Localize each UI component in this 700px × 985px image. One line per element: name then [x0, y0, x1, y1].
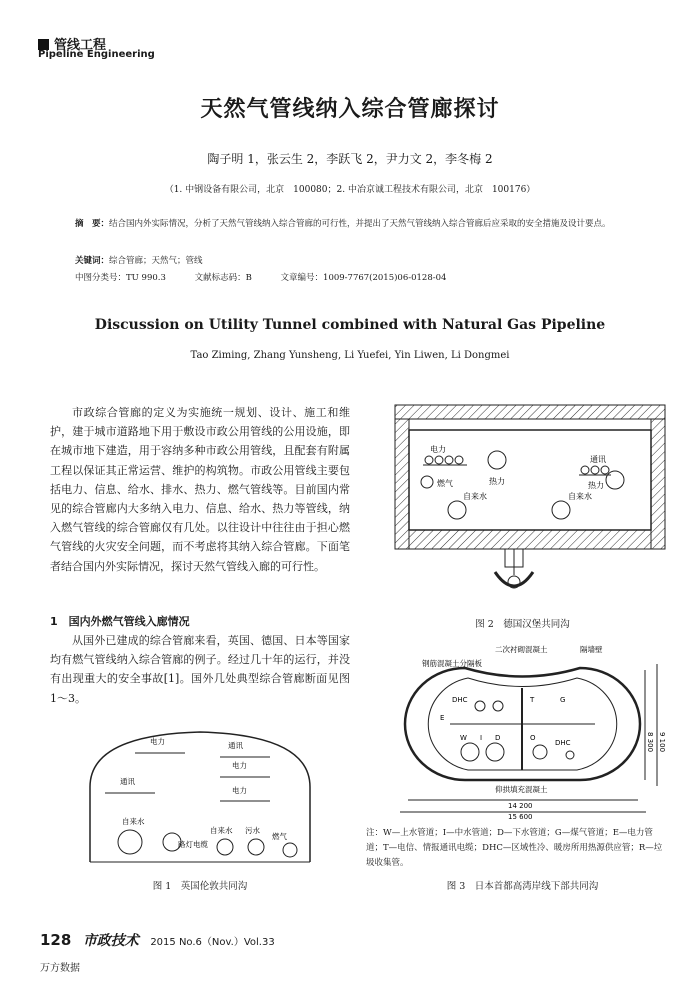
- paper-title-zh: 天然气管线纳入综合管廊探讨: [200, 97, 500, 122]
- page-footer: [40, 930, 275, 950]
- fig1-label-tongxun-1: 通讯: [228, 741, 243, 750]
- fig3-height-inner: 8 300: [646, 732, 654, 753]
- fig1-label-tongxun-2: 通讯: [120, 777, 135, 786]
- fig3-letter-E: E: [440, 714, 445, 722]
- classification-line: [75, 271, 635, 286]
- article-number: 文章编号：1009-7767(2015)06-0128-04: [280, 273, 447, 283]
- fig2-label-zilaishui-1: 自来水: [463, 492, 487, 501]
- section-1-heading: 1 国内外燃气管线入廊情况: [50, 615, 190, 628]
- fig3-letter-R1: DHC: [452, 696, 468, 704]
- figure-3-note: 注：W—上水管道；I—中水管道；D—下水管道；G—煤气管道；E—电力管道；T—电信、情报通讯电缆；DHC—区域性冷、暖房所用热源供应管；R—垃圾收集管。: [366, 828, 663, 868]
- page-number: 128: [40, 931, 72, 949]
- figure-2-diagram: [385, 400, 675, 610]
- fig2-label-ranqi: 燃气: [437, 479, 453, 488]
- fig1-label-wushui: 污水: [245, 826, 260, 835]
- fig2-label-dianli: 电力: [430, 445, 446, 454]
- fig3-letter-O: O: [530, 734, 536, 742]
- fig3-label-secondary-concrete: 二次衬砌混凝土: [495, 645, 548, 654]
- journal-section-header-en: Pipeline Engineering: [38, 49, 155, 60]
- fig3-height-outer: 9 100: [658, 732, 666, 753]
- issue-info: 2015 No.6（Nov.）Vol.33: [150, 937, 275, 948]
- fig2-label-reli-2: 热力: [588, 481, 604, 490]
- authors-en: Tao Ziming, Zhang Yunsheng, Li Yuefei, Yin Liwen, Li Dongmei: [190, 350, 510, 361]
- authors-zh: 陶子明 1，张云生 2，李跃飞 2，尹力文 2，李冬梅 2: [207, 152, 493, 166]
- fig3-width-inner: 14 200: [508, 802, 533, 810]
- fig3-letter-T: T: [530, 696, 535, 704]
- figure-1-diagram: [80, 727, 320, 867]
- fig1-label-dianli-2: 电力: [232, 761, 247, 770]
- paper-title-en: Discussion on Utility Tunnel combined with Natural Gas Pipeline: [94, 317, 606, 333]
- fig3-letter-G: G: [560, 696, 566, 704]
- fig1-label-zilaishui-1: 自来水: [122, 817, 145, 826]
- keywords: [75, 254, 635, 269]
- abstract-label: 摘 要：: [75, 219, 110, 229]
- document-code: 文献标志码：B: [194, 273, 252, 283]
- fig3-label-partition: 隔墙壁: [580, 645, 603, 654]
- fig1-label-ranqi: 燃气: [272, 832, 287, 841]
- keywords-label: 关键词：: [75, 256, 110, 266]
- fig2-label-zilaishui-2: 自来水: [568, 492, 592, 501]
- clc-number: 中图分类号：TU 990.3: [75, 273, 166, 283]
- fig1-label-dianli-1: 电力: [150, 737, 165, 746]
- fig3-letter-W: W: [460, 734, 467, 742]
- fig1-label-dianli-3: 电力: [232, 786, 247, 795]
- figure-2-caption: 图 2 德国汉堡共同沟: [475, 619, 570, 630]
- header-zh-text: 管线工程: [54, 38, 107, 53]
- fig1-label-ludeng: 路灯电缆: [178, 840, 208, 849]
- abstract-text: 结合国内外实际情况，分析了天然气管线纳入综合管廊的可行性，并提出了天然气管线纳入综合管廊后应采取的安全措施及设计要点。: [109, 219, 611, 229]
- fig1-label-zilaishui-2: 自来水: [210, 826, 233, 835]
- figure-3-diagram: [380, 640, 670, 820]
- fig2-label-tongxun: 通讯: [590, 455, 606, 464]
- section-1-paragraph: 从国外已建成的综合管廊来看，英国、德国、日本等国家均有燃气管线纳入综合管廊的例子。经过几十年的运行，并没有出现重大的安全事故[1]。国外几处典型综合管廊断面见图 1～3。: [50, 634, 350, 705]
- fig3-letter-I: I: [480, 734, 483, 742]
- keywords-text: 综合管廊；天然气；管线: [109, 256, 203, 266]
- affiliation-zh: （1. 中钢设备有限公司，北京 100080；2. 中冶京诚工程技术有限公司，北京 100176）: [164, 185, 536, 195]
- fig2-label-reli-1: 热力: [489, 477, 505, 486]
- fig3-width-outer: 15 600: [508, 813, 533, 820]
- journal-name: 市政技术: [82, 933, 139, 949]
- fig3-letter-DHC: DHC: [555, 739, 571, 747]
- intro-paragraph: 市政综合管廊的定义为实施统一规划、设计、施工和维护，建于城市道路地下用于敷设市政公用管线的公用设施，即在城市地下建造，用于容纳多种市政公用管线，且配套有附属工程以保证其正常运营、维护的构筑物。市政公用管线主要包括电力、信息、给水、排水、热力、燃气管线等。目前国内常见的综合管廊内大多纳入电力、信息、给水、热力等管线，纳入燃气管线的综合管廊仅有几处。以往设计中往往由于担心燃气管线的火灾安全问题，而不考虑将其纳入综合管廊。下面笔者结合国内外实际情况，探讨天然气管线入廊的可行性。: [50, 406, 350, 573]
- fig3-label-backfill: 仰拱填充混凝土: [495, 785, 548, 794]
- abstract: [75, 217, 635, 232]
- fig3-letter-D: D: [495, 734, 501, 742]
- fig3-label-rc-partition: 钢筋混凝土分隔板: [422, 659, 482, 668]
- figure-1-caption: 图 1 英国伦敦共同沟: [152, 881, 248, 892]
- figure-3-caption: 图 3 日本首都高湾岸线下部共同沟: [446, 881, 599, 892]
- database-watermark: 万方数据: [40, 963, 80, 974]
